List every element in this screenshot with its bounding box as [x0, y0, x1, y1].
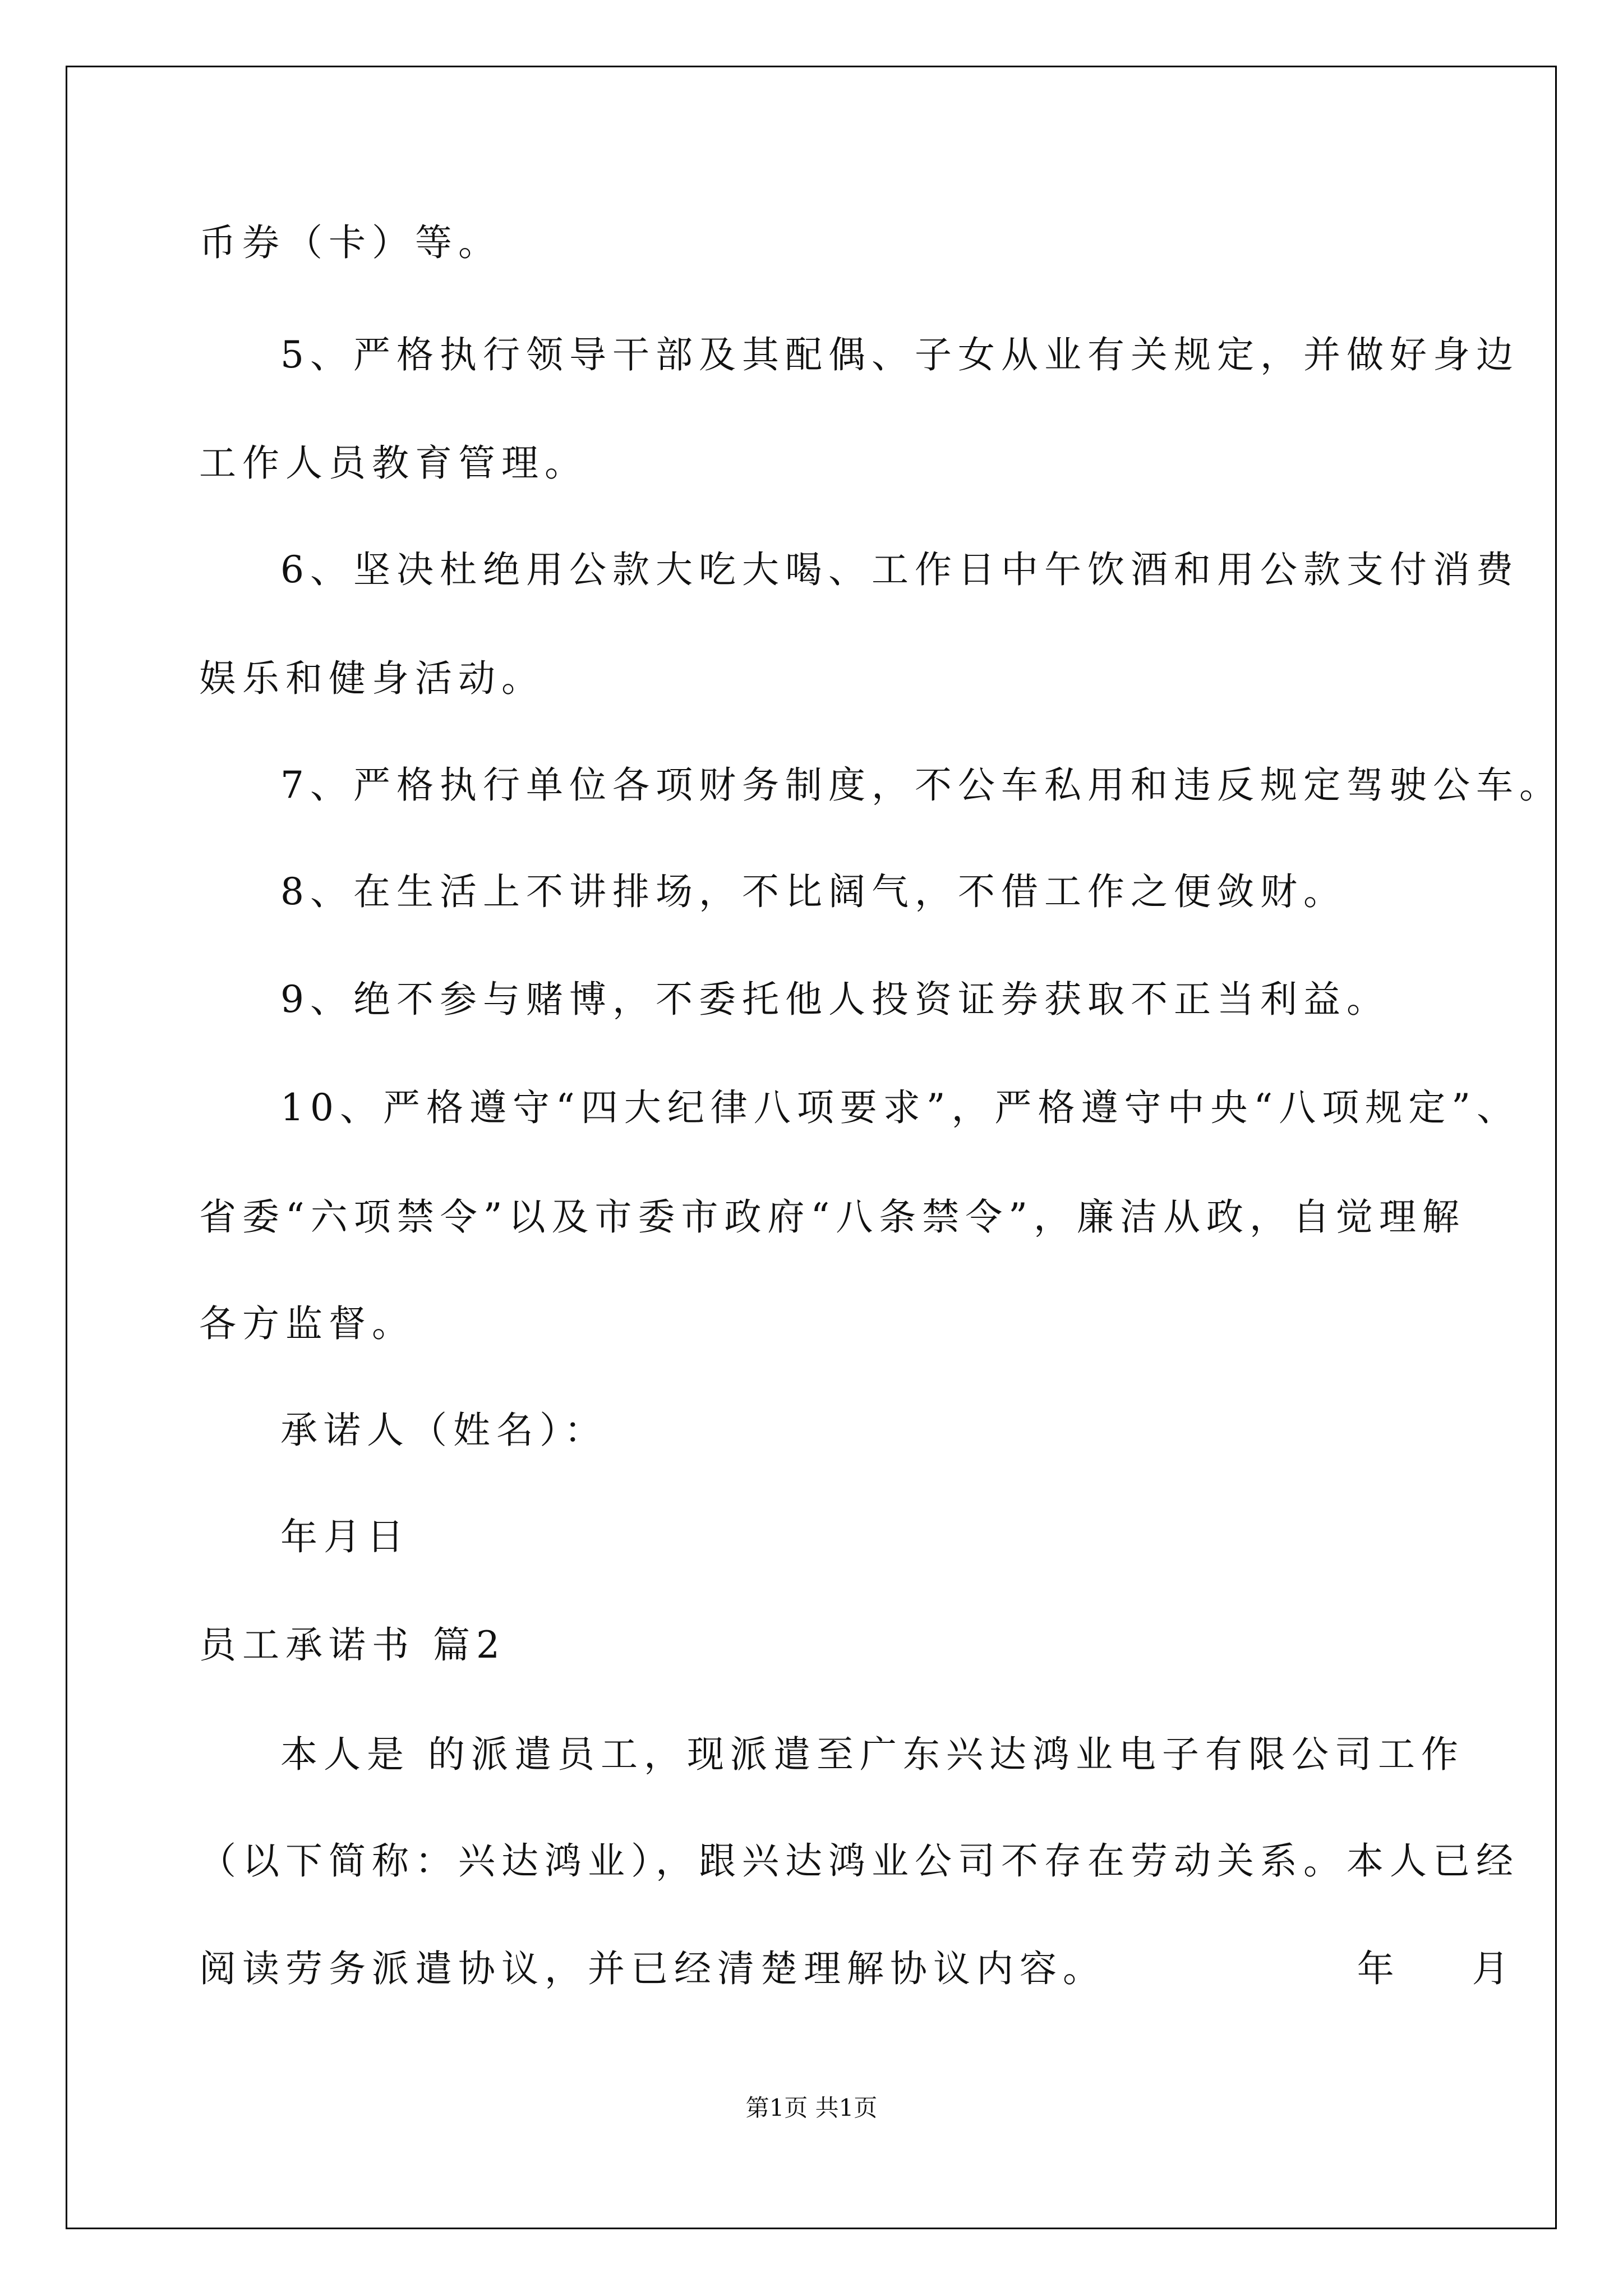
text-line: 8、在生活上不讲排场，不比阔气，不借工作之便敛财。 [280, 870, 1347, 913]
text-line: 6、坚决杜绝用公款大吃大喝、工作日中午饮酒和用公款支付消费 [280, 548, 1519, 591]
text-line: 娱乐和健身活动。 [199, 657, 545, 700]
date-label: 年月日 [280, 1515, 410, 1558]
section-heading: 员工承诺书 篇2 [199, 1623, 506, 1667]
text-line: 各方监督。 [199, 1302, 415, 1345]
text-line: 5、严格执行领导干部及其配偶、子女从业有关规定，并做好身边 [280, 333, 1519, 376]
text-line: （以下简称：兴达鸿业），跟兴达鸿业公司不存在劳动关系。本人已经 [199, 1839, 1519, 1883]
page-border [66, 66, 1562, 2229]
text-line: 9、绝不参与赌博，不委托他人投资证券获取不正当利益。 [280, 978, 1390, 1021]
text-line: 7、严格执行单位各项财务制度，不公车私用和违反规定驾驶公车。 [280, 763, 1562, 807]
signer-label: 承诺人（姓名）： [280, 1409, 607, 1452]
text-line: 币券（卡）等。 [199, 221, 501, 264]
page-footer: 第1页 共1页 [745, 2094, 878, 2122]
text-line: 工作人员教育管理。 [199, 441, 588, 485]
text-line: 阅读劳务派遣协议，并已经清楚理解协议内容。 年 月 [199, 1947, 1515, 1990]
text-line: 10、严格遵守“四大纪律八项要求”，严格遵守中央“八项规定”、 [280, 1086, 1520, 1129]
text-line: 本人是 的派遣员工，现派遣至广东兴达鸿业电子有限公司工作 [280, 1733, 1464, 1776]
text-line: 省委“六项禁令”以及市委市政府“八条禁令”，廉洁从政，自觉理解 [199, 1195, 1465, 1239]
